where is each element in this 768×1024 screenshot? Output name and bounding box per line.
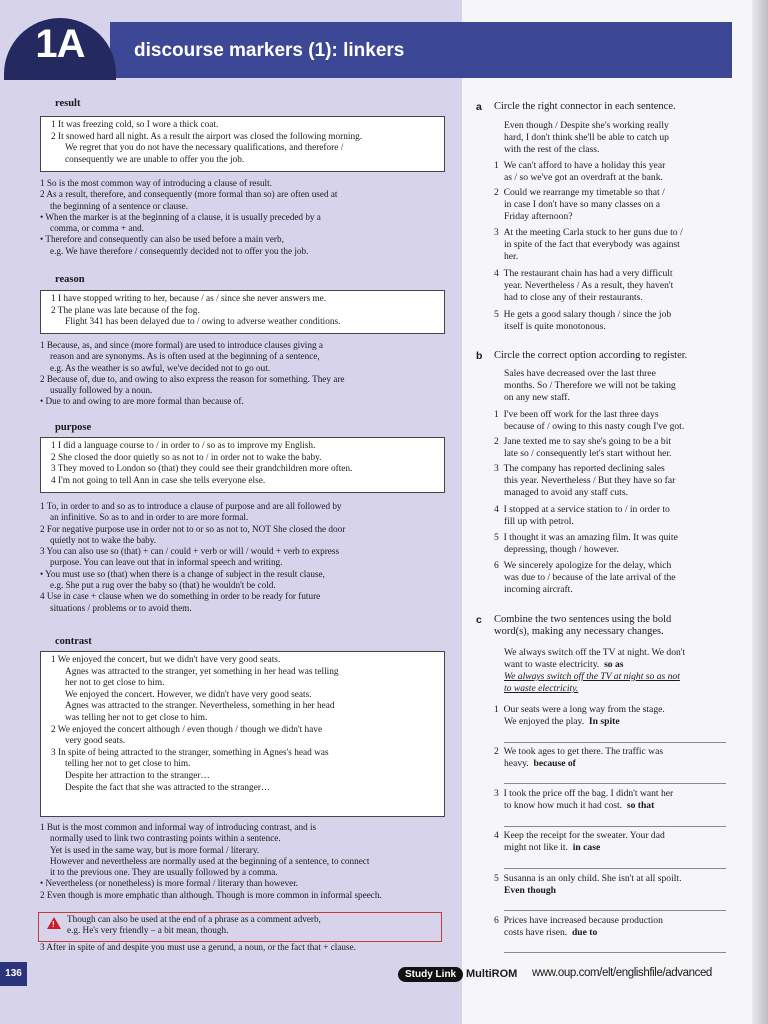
note-line: e.g. As the weather is so awful, we've decided not to go out.	[50, 362, 271, 373]
exercise-a-letter: a	[476, 101, 482, 113]
exercise-a-item-4[interactable]: 4 The restaurant chain has had a very difficult year. Nevertheless / As a result, they haven't had to close any of their restaurants.	[494, 268, 674, 303]
example-line: 2 The plane was late because of the fog.	[51, 305, 200, 316]
note-line: 4 Use in case + clause when we do something in order to be ready for future	[40, 591, 321, 602]
note-line: 2 Because of, due to, and owing to also express the reason for something. They are	[40, 373, 345, 384]
exercise-b-item-1[interactable]: 1 I've been off work for the last three days because of / owing to this nasty cough I've got.	[494, 409, 685, 432]
note-line: • Therefore and consequently can also be used before a main verb,	[40, 234, 284, 245]
exercise-b-item-4[interactable]: 4 I stopped at a service station to / in order to fill up with petrol.	[494, 504, 670, 527]
example-line: Agnes was attracted to the stranger, yet something in her head was telling	[65, 666, 339, 677]
exercise-c-example: We always switch off the TV at night. We don't want to waste electricity. so as We always switch off the TV at night so as not to waste electricity.	[504, 647, 744, 695]
example-line: 1 I did a language course to / in order to / so as to improve my English.	[51, 441, 316, 451]
contrast-final-note	[40, 942, 455, 953]
example-line: 4 I'm not going to tell Ann in case she tells everyone else.	[51, 475, 266, 486]
example-line: Despite her attraction to the stranger…	[65, 770, 210, 781]
warning-line: e.g. He's very friendly – a bit mean, though.	[67, 925, 229, 936]
note-line: 2 For negative purpose use in order not to or so as not to, NOT She closed the door	[40, 523, 346, 534]
example-line: Even though / Despite she's working really	[504, 120, 669, 131]
example-line: telling her not to get close to him.	[65, 759, 191, 770]
note-line: it to the previous one. They are usually followed by a comma.	[50, 867, 278, 878]
section-heading-contrast: contrast	[55, 636, 92, 647]
contrast-notes	[40, 822, 455, 901]
exercise-c-item-3: 3 I took the price off the bag. I didn't want her to know how much it had cost. so that	[494, 788, 674, 811]
note-line: an infinitive. So as to and in order to are more formal.	[50, 512, 249, 523]
answer-line-6[interactable]	[504, 952, 726, 953]
note-line: 1 But is the most common and informal way of introducing contrast, and is	[40, 822, 317, 832]
note-line: Yet is used in the same way, but is more formal / literary.	[50, 844, 260, 855]
note-line: 2 Even though is more emphatic than although. Though is more common in informal speech.	[40, 889, 382, 900]
example-line: her not to get close to him.	[65, 678, 165, 689]
exercise-a-item-2[interactable]: 2 Could we rearrange my timetable so that / in case I don't have so many classes on a Friday afternoon?	[494, 187, 665, 222]
exercise-c-item-2: 2 We took ages to get there. The traffic was heavy. because of	[494, 746, 664, 769]
unit-number: 1A	[35, 22, 85, 66]
reason-notes	[40, 340, 450, 408]
example-line: consequently we are unable to offer you the job.	[65, 154, 245, 165]
note-line: situations / problems or to avoid them.	[50, 602, 192, 613]
note-line: • Nevertheless (or nonetheless) is more formal / literary than however.	[40, 878, 299, 889]
note-line: reason and are synonyms. As is often used at the beginning of a sentence,	[50, 351, 320, 362]
exercise-a-item-1[interactable]: 1 We can't afford to have a holiday this year as / so we've got an overdraft at the bank.	[494, 160, 666, 183]
example-line: Despite the fact that she was attracted to the stranger…	[65, 782, 271, 793]
exercise-c-item-1: 1 Our seats were a long way from the stage. We enjoyed the play. In spite	[494, 704, 665, 727]
example-line: 1 It was freezing cold, so I wore a thick coat.	[51, 120, 219, 130]
note-line: the beginning of a sentence or clause.	[50, 200, 189, 211]
exercise-c-item-4: 4 Keep the receipt for the sweater. Your dad might not like it. in case	[494, 830, 665, 853]
example-line: was telling her not to get close to him.	[65, 712, 208, 723]
exercise-a-example	[504, 120, 744, 156]
result-notes	[40, 178, 450, 257]
purpose-notes	[40, 501, 450, 614]
study-link-badge: Study Link	[398, 967, 463, 982]
note-line: • When the marker is at the beginning of a clause, it is usually preceded by a	[40, 211, 321, 222]
answer-line-2[interactable]	[504, 783, 726, 784]
purpose-examples-box	[40, 437, 445, 493]
note-line: 1 So is the most common way of introducing a clause of result.	[40, 178, 272, 188]
example-line: 1 We enjoyed the concert, but we didn't have very good seats.	[51, 655, 281, 665]
example-line: Flight 341 has been delayed due to / owing to adverse weather conditions.	[65, 317, 341, 328]
note-line: purpose. You can leave out that in informal speech and writing.	[50, 557, 283, 568]
note-line: e.g. She put a rug over the baby so (that) he wouldn't be cold.	[50, 580, 276, 591]
note-line: e.g. We have therefore / consequently decided not to offer you the job.	[50, 245, 309, 256]
section-heading-result: result	[55, 98, 81, 109]
example-line: 3 In spite of being attracted to the stranger, something in Agnes's head was	[51, 747, 329, 758]
answer-line-1[interactable]	[504, 742, 726, 743]
note-line: • Due to and owing to are more formal than because of.	[40, 396, 244, 407]
example-line: We enjoyed the concert. However, we didn't have very good seats.	[65, 689, 312, 700]
example-line: on any new staff.	[504, 392, 570, 403]
warning-line: Though can also be used at the end of a phrase as a comment adverb,	[67, 914, 321, 924]
note-line: normally used to link two contrasting points within a sentence.	[50, 833, 281, 844]
example-line: 3 They moved to London so (that) they could see their grandchildren more often.	[51, 464, 353, 475]
page-spine	[752, 0, 768, 1024]
answer-line-5[interactable]	[504, 910, 726, 911]
exercise-c-instruction: Combine the two sentences using the bold word(s), making any necessary changes.	[494, 614, 672, 637]
example-line: We regret that you do not have the necessary qualifications, and therefore /	[65, 143, 344, 154]
website-url[interactable]: www.oup.com/elt/englishfile/advanced	[532, 967, 712, 979]
example-line: Agnes was attracted to the stranger. Nevertheless, something in her head	[65, 701, 335, 712]
note-line: 2 As a result, therefore, and consequently (more formal than so) are often used at	[40, 189, 338, 200]
exercise-b-item-2[interactable]: 2 Jane texted me to say she's going to be a bit late so / consequently let's start without her.	[494, 436, 672, 459]
example-line: Sales have decreased over the last three	[504, 368, 656, 379]
note-line: 1 To, in order to and so as to introduce a clause of purpose and are all followed by	[40, 501, 342, 511]
exercise-a-instruction: Circle the right connector in each sentence.	[494, 101, 676, 112]
answer-line-3[interactable]	[504, 826, 726, 827]
note-line: comma, or comma + and.	[50, 223, 144, 234]
example-line: 2 It snowed hard all night. As a result the airport was closed the following morning.	[51, 131, 363, 142]
exercise-b-item-5[interactable]: 5 I thought it was an amazing film. It was quite depressing, though / however.	[494, 532, 678, 555]
page-number: 136	[0, 962, 27, 986]
note-line: However and nevertheless are normally used at the beginning of a sentence, to connect	[50, 855, 370, 866]
example-line: 1 I have stopped writing to her, because / as / since she never answers me.	[51, 294, 327, 304]
note-line: 3 After in spite of and despite you must use a gerund, a noun, or the fact that + clause.	[40, 942, 356, 952]
result-examples-box	[40, 116, 445, 172]
example-line: months. So / Therefore we will not be taking	[504, 380, 676, 391]
note-line: quietly not to wake the baby.	[50, 534, 157, 545]
exercise-b-instruction: Circle the correct option according to register.	[494, 350, 688, 361]
example-line: with the rest of the class.	[504, 144, 600, 155]
example-line: very good seats.	[65, 736, 126, 747]
exercise-c-item-6: 6 Prices have increased because production costs have risen. due to	[494, 915, 663, 938]
page-title: discourse markers (1): linkers	[134, 40, 405, 61]
example-line: We always switch off the TV at night. We don't	[504, 647, 686, 658]
contrast-examples-box	[40, 651, 445, 817]
exercise-a-item-5[interactable]: 5 He gets a good salary though / since the job itself is quite monotonous.	[494, 309, 672, 332]
note-line: usually followed by a noun.	[50, 385, 153, 396]
example-line: hard, I don't think she'll be able to catch up	[504, 132, 669, 143]
answer-line-4[interactable]	[504, 868, 726, 869]
multirom-label: MultiROM	[466, 968, 518, 980]
exercise-c-item-5: 5 Susanna is an only child. She isn't at all spoilt. Even though	[494, 873, 682, 896]
note-line: • You must use so (that) when there is a change of subject in the result clause,	[40, 568, 325, 579]
exercise-b-letter: b	[476, 350, 483, 362]
exercise-c-letter: c	[476, 614, 482, 626]
section-heading-purpose: purpose	[55, 422, 92, 433]
exercise-a-item-3[interactable]: 3 At the meeting Carla stuck to her guns due to / in spite of the fact that everybody was against her.	[494, 227, 683, 262]
note-line: 1 Because, as, and since (more formal) are used to introduce clauses giving a	[40, 340, 323, 350]
note-line: 3 You can also use so (that) + can / could + verb or will / would + verb to express	[40, 546, 340, 557]
section-heading-reason: reason	[55, 274, 85, 285]
example-line: 2 She closed the door quietly so as not to / in order not to wake the baby.	[51, 452, 322, 463]
example-answer: to waste electricity.	[504, 683, 579, 694]
exercise-b-item-3[interactable]: 3 The company has reported declining sales this year. Nevertheless / But they have so far managed to avoid any staff cuts.	[494, 463, 676, 498]
reason-examples-box	[40, 290, 445, 334]
exercise-b-example	[504, 368, 744, 404]
warning-box: ! Though can also be used at the end of a phrase as a comment adverb, e.g. He's very friendly – a bit mean, though.	[38, 912, 442, 942]
exercise-b-item-6[interactable]: 6 We sincerely apologize for the delay, which was due to / because of the late arrival of the incoming aircraft.	[494, 560, 676, 595]
example-answer: We always switch off the TV at night so as not	[504, 671, 680, 682]
example-line: 2 We enjoyed the concert although / even though / though we didn't have	[51, 724, 323, 735]
